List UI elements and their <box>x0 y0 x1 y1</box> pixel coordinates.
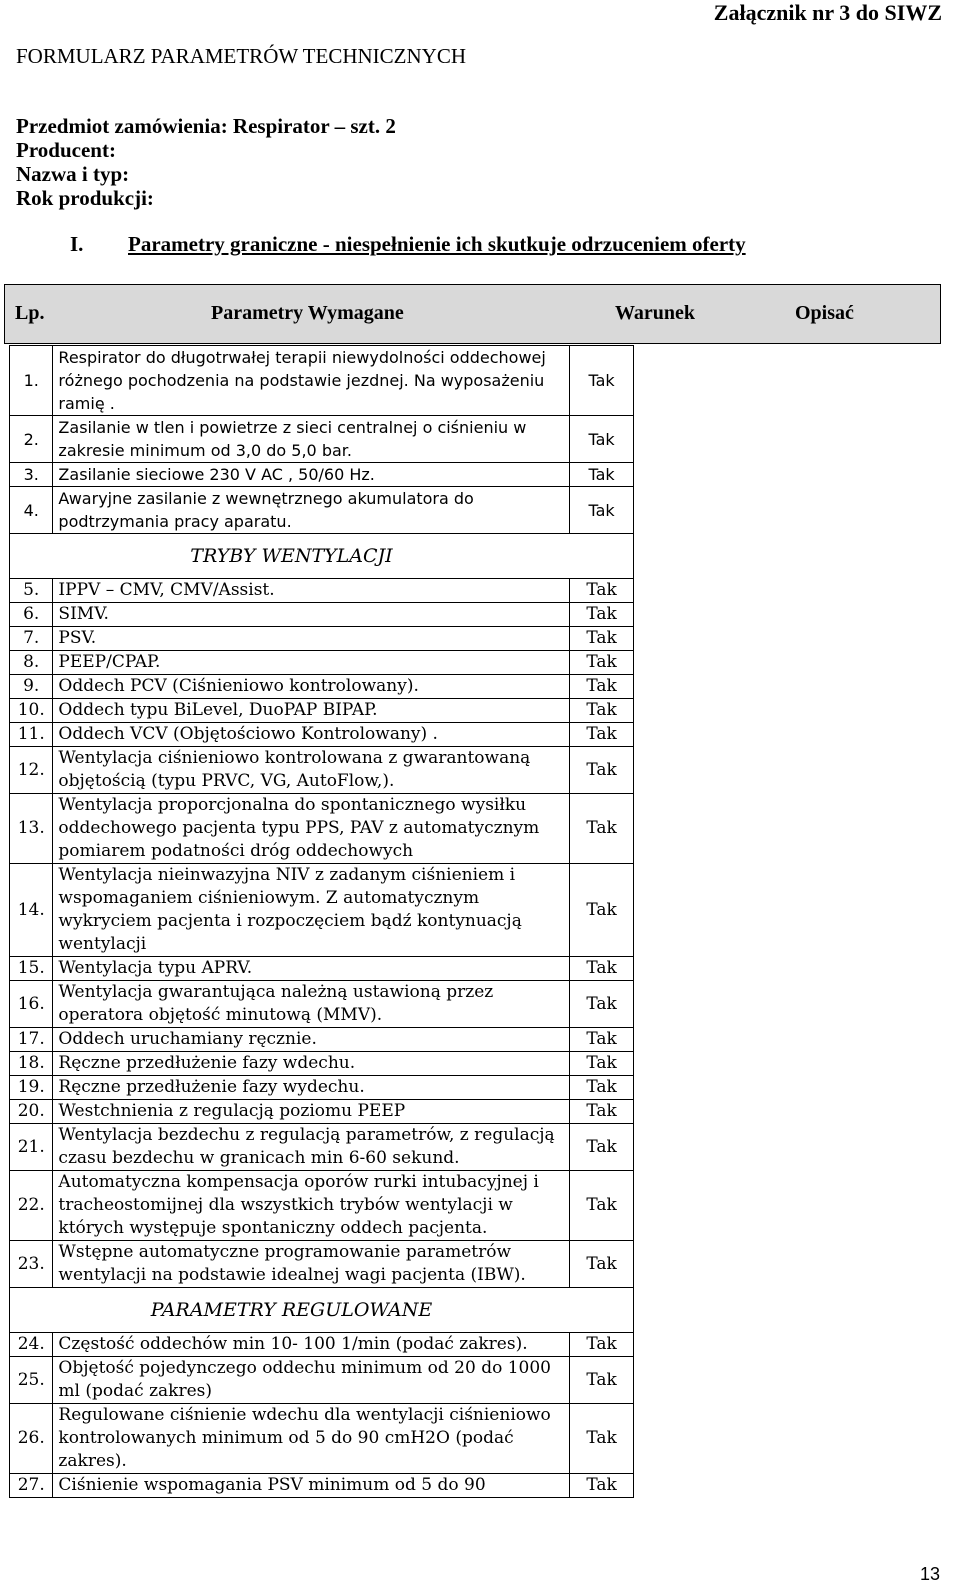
row-description: Wentylacja ciśnieniowo kontrolowana z gwarantowaną objętością (typu PRVC, VG, AutoFlow,). <box>53 747 570 794</box>
table-row <box>10 957 634 981</box>
row-description: Wentylacja gwarantująca należną ustawioną przez operatora objętość minutową (MMV). <box>53 981 570 1028</box>
row-description: Ręczne przedłużenie fazy wdechu. <box>53 1052 570 1076</box>
table-row <box>10 1357 634 1404</box>
row-description: Częstość oddechów min 10- 100 1/min (podać zakres). <box>53 1333 570 1357</box>
row-condition: Tak <box>570 794 634 864</box>
header-describe: Opisać <box>795 302 854 324</box>
row-description: IPPV – CMV, CMV/Assist. <box>53 579 570 603</box>
row-condition: Tak <box>570 864 634 957</box>
row-number: 3. <box>10 463 53 487</box>
subsection-ventilation-modes <box>10 534 634 579</box>
row-description: SIMV. <box>53 603 570 627</box>
form-title: FORMULARZ PARAMETRÓW TECHNICZNYCH <box>16 44 466 68</box>
row-condition: Tak <box>570 1171 634 1241</box>
row-condition: Tak <box>570 487 634 534</box>
table-row <box>10 627 634 651</box>
subject-line: Przedmiot zamówienia: Respirator – szt. 2 <box>16 114 396 138</box>
table-row <box>10 416 634 463</box>
header-condition: Warunek <box>615 302 696 324</box>
row-number: 15. <box>10 957 53 981</box>
row-description: Oddech PCV (Ciśnieniowo kontrolowany). <box>53 675 570 699</box>
table-row <box>10 864 634 957</box>
table-row <box>10 675 634 699</box>
row-condition: Tak <box>570 1124 634 1171</box>
table-row <box>10 651 634 675</box>
table-row <box>10 1100 634 1124</box>
row-number: 19. <box>10 1076 53 1100</box>
row-number: 9. <box>10 675 53 699</box>
row-number: 18. <box>10 1052 53 1076</box>
row-condition: Tak <box>570 579 634 603</box>
row-condition: Tak <box>570 346 634 416</box>
row-condition: Tak <box>570 416 634 463</box>
table-row <box>10 487 634 534</box>
table-row <box>10 579 634 603</box>
table-header <box>4 284 941 344</box>
row-condition: Tak <box>570 651 634 675</box>
page-number: 13 <box>919 1564 940 1584</box>
table-row <box>10 1076 634 1100</box>
row-number: 8. <box>10 651 53 675</box>
row-number: 7. <box>10 627 53 651</box>
year-line: Rok produkcji: <box>16 186 154 210</box>
row-number: 20. <box>10 1100 53 1124</box>
row-number: 10. <box>10 699 53 723</box>
table-row <box>10 699 634 723</box>
row-number: 5. <box>10 579 53 603</box>
producer-line: Producent: <box>16 138 116 162</box>
table-row <box>10 794 634 864</box>
header-lp: Lp. <box>15 302 45 324</box>
row-condition: Tak <box>570 1100 634 1124</box>
row-condition: Tak <box>570 957 634 981</box>
row-number: 24. <box>10 1333 53 1357</box>
row-condition: Tak <box>570 1052 634 1076</box>
row-description: Wentylacja bezdechu z regulacją parametrów, z regulacją czasu bezdechu w granicach min 6-60 sekund. <box>53 1124 570 1171</box>
table-row <box>10 346 634 416</box>
row-description: Wstępne automatyczne programowanie parametrów wentylacji na podstawie idealnej wagi pacjenta (IBW). <box>53 1241 570 1288</box>
table-row <box>10 1333 634 1357</box>
row-condition: Tak <box>570 1474 634 1498</box>
table-row <box>10 723 634 747</box>
row-condition: Tak <box>570 1028 634 1052</box>
row-number: 4. <box>10 487 53 534</box>
header-params: Parametry Wymagane <box>211 302 404 324</box>
row-condition: Tak <box>570 747 634 794</box>
table-row <box>10 1052 634 1076</box>
row-condition: Tak <box>570 1357 634 1404</box>
table-row <box>10 747 634 794</box>
row-number: 11. <box>10 723 53 747</box>
row-number: 6. <box>10 603 53 627</box>
row-condition: Tak <box>570 603 634 627</box>
row-description: Wentylacja typu APRV. <box>53 957 570 981</box>
row-condition: Tak <box>570 723 634 747</box>
subsection-row <box>10 1288 634 1333</box>
table-row <box>10 463 634 487</box>
row-condition: Tak <box>570 981 634 1028</box>
attachment-label: Załącznik nr 3 do SIWZ <box>713 0 942 25</box>
row-number: 2. <box>10 416 53 463</box>
row-description: Oddech typu BiLevel, DuoPAP BIPAP. <box>53 699 570 723</box>
row-description: Oddech VCV (Objętościowo Kontrolowany) . <box>53 723 570 747</box>
table-row <box>10 1404 634 1474</box>
row-description: Zasilanie w tlen i powietrze z sieci centralnej o ciśnieniu w zakresie minimum od 3,0 do 5,0 bar. <box>53 416 570 463</box>
row-condition: Tak <box>570 1241 634 1288</box>
subsection-adjustable-parameters <box>10 1288 634 1333</box>
row-condition: Tak <box>570 675 634 699</box>
row-number: 23. <box>10 1241 53 1288</box>
table-row <box>10 1124 634 1171</box>
subsection-adjustable-parameters-label: PARAMETRY REGULOWANE <box>150 1298 433 1321</box>
section-number: I. <box>70 232 84 256</box>
row-condition: Tak <box>570 627 634 651</box>
row-description: Oddech uruchamiany ręcznie. <box>53 1028 570 1052</box>
table-row <box>10 1241 634 1288</box>
row-condition: Tak <box>570 1333 634 1357</box>
row-condition: Tak <box>570 463 634 487</box>
row-number: 17. <box>10 1028 53 1052</box>
row-number: 12. <box>10 747 53 794</box>
row-number: 16. <box>10 981 53 1028</box>
row-description: Regulowane ciśnienie wdechu dla wentylacji ciśnieniowo kontrolowanych minimum od 5 do 90 cmH2O (podać zakres). <box>53 1404 570 1474</box>
row-description: Wentylacja proporcjonalna do spontanicznego wysiłku oddechowego pacjenta typu PPS, PAV z automatycznym pomiarem podatności dróg oddechowych <box>53 794 570 864</box>
row-number: 26. <box>10 1404 53 1474</box>
row-number: 21. <box>10 1124 53 1171</box>
row-description: Ręczne przedłużenie fazy wydechu. <box>53 1076 570 1100</box>
row-description: Respirator do długotrwałej terapii niewydolności oddechowej różnego pochodzenia na podstawie jezdnej. Na wyposażeniu ramię . <box>53 346 570 416</box>
section-heading <box>70 232 746 257</box>
row-description: PSV. <box>53 627 570 651</box>
table-row <box>10 603 634 627</box>
row-description: Wentylacja nieinwazyjna NIV z zadanym ciśnieniem i wspomaganiem ciśnieniowym. Z automatycznym wykryciem pacjenta i rozpoczęciem bądź kontynuacją wentylacji <box>53 864 570 957</box>
table-row <box>10 1171 634 1241</box>
row-description: Ciśnienie wspomagania PSV minimum od 5 do 90 <box>53 1474 570 1498</box>
model-line: Nazwa i typ: <box>16 162 130 186</box>
table-row <box>10 981 634 1028</box>
order-meta <box>16 114 396 210</box>
row-number: 25. <box>10 1357 53 1404</box>
row-condition: Tak <box>570 699 634 723</box>
row-number: 14. <box>10 864 53 957</box>
row-description: Automatyczna kompensacja oporów rurki intubacyjnej i tracheostomijnej dla wszystkich trybów wentylacji w których występuje spontaniczny oddech pacjenta. <box>53 1171 570 1241</box>
table-row <box>10 1028 634 1052</box>
row-number: 22. <box>10 1171 53 1241</box>
row-description: Zasilanie sieciowe 230 V AC , 50/60 Hz. <box>53 463 570 487</box>
row-condition: Tak <box>570 1404 634 1474</box>
row-number: 1. <box>10 346 53 416</box>
row-description: Objętość pojedynczego oddechu minimum od 20 do 1000 ml (podać zakres) <box>53 1357 570 1404</box>
row-number: 13. <box>10 794 53 864</box>
subsection-row <box>10 534 634 579</box>
parameters-table <box>9 345 634 1498</box>
subsection-ventilation-modes-label: TRYBY WENTYLACJI <box>190 544 393 567</box>
row-number: 27. <box>10 1474 53 1498</box>
section-title: Parametry graniczne - niespełnienie ich skutkuje odrzuceniem oferty <box>128 232 746 256</box>
row-description: Westchnienia z regulacją poziomu PEEP <box>53 1100 570 1124</box>
row-description: PEEP/CPAP. <box>53 651 570 675</box>
row-condition: Tak <box>570 1076 634 1100</box>
row-description: Awaryjne zasilanie z wewnętrznego akumulatora do podtrzymania pracy aparatu. <box>53 487 570 534</box>
table-row <box>10 1474 634 1498</box>
